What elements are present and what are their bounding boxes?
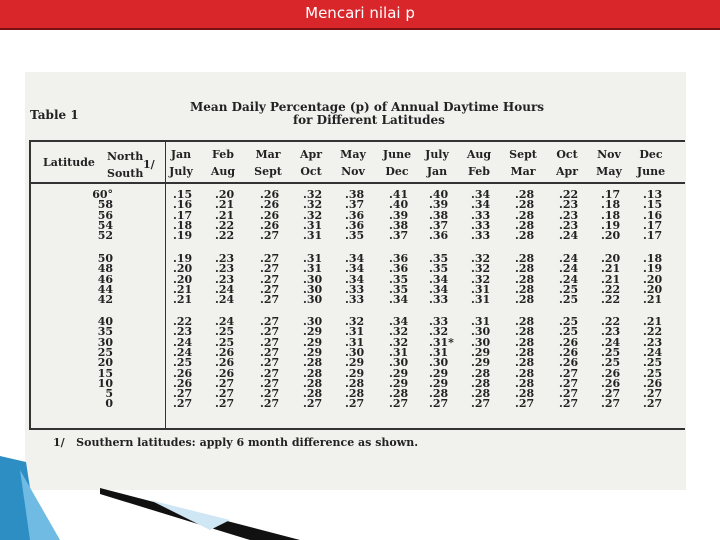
table-cell: .38 xyxy=(429,208,449,222)
table-cell: .30 xyxy=(471,325,491,339)
month-south-july: July xyxy=(169,165,193,178)
table-cell: .25 xyxy=(215,325,235,339)
table-cell: .27 xyxy=(303,397,323,411)
month-south-feb: Feb xyxy=(468,165,490,178)
table-cell: .27 xyxy=(260,397,280,411)
table-cell: .27 xyxy=(515,397,535,411)
table-cell: .28 xyxy=(515,198,535,212)
month-north-may: May xyxy=(340,148,366,161)
table-cell: .26 xyxy=(601,376,621,390)
table-cell: .32 xyxy=(471,252,491,265)
table-cell: .28 xyxy=(515,208,535,222)
table-cell: .30 xyxy=(303,293,323,307)
table-cell: .32 xyxy=(471,272,491,286)
table-cell: .36 xyxy=(345,218,365,232)
table-cell: .32 xyxy=(303,188,323,201)
table-cell: .31 xyxy=(303,262,323,276)
latitude-cell: 10 xyxy=(97,376,113,390)
south-label: South xyxy=(107,167,144,180)
table-cell: .15 xyxy=(173,188,193,201)
table-cell: .31 xyxy=(471,315,491,328)
table-cell: .33 xyxy=(429,293,449,307)
table-cell: .32 xyxy=(429,325,449,339)
table-cell: .34 xyxy=(389,315,409,328)
table-cell: .23 xyxy=(559,198,579,212)
table-cell: .28 xyxy=(515,315,535,328)
table-cell: .25 xyxy=(643,356,663,370)
table-cell: .23 xyxy=(601,325,621,339)
latitude-cell: 44 xyxy=(97,282,113,296)
table-cell: .27 xyxy=(260,272,280,286)
month-north-nov: Nov xyxy=(597,148,621,161)
table-cell: .34 xyxy=(429,282,449,296)
month-north-july: July xyxy=(425,148,449,161)
month-north-mar: Mar xyxy=(255,148,281,161)
table-cell: .16 xyxy=(173,198,193,212)
table-cell: .32 xyxy=(345,315,365,328)
table-cell: .28 xyxy=(515,252,535,265)
table-cell: .18 xyxy=(601,208,621,222)
table-cell: .28 xyxy=(303,356,323,370)
table-cell: .30 xyxy=(471,335,491,349)
table-cell: .22 xyxy=(173,315,193,328)
table-cell: .30 xyxy=(303,282,323,296)
table-cell: .25 xyxy=(559,315,579,328)
table-cell: .26 xyxy=(559,335,579,349)
table-cell: .34 xyxy=(345,262,365,276)
table-cell: .34 xyxy=(471,188,491,201)
table-cell: .24 xyxy=(173,345,193,359)
table-cell: .27 xyxy=(260,229,280,243)
table-cell: .29 xyxy=(345,366,365,380)
footnote-ref: 1/ xyxy=(143,158,155,171)
table-cell: .16 xyxy=(643,208,663,222)
table-cell: .38 xyxy=(389,218,409,232)
table-cell: .38 xyxy=(345,188,365,201)
table-cell: .40 xyxy=(389,198,409,212)
month-north-jan: Jan xyxy=(170,148,192,161)
table-cell: .28 xyxy=(303,387,323,401)
latitude-cell: 35 xyxy=(97,325,113,339)
table-cell: .32 xyxy=(389,335,409,349)
table-cell: .24 xyxy=(559,262,579,276)
table-cell: .27 xyxy=(260,293,280,307)
table-cell: .26 xyxy=(643,376,663,390)
latitude-cell: 20 xyxy=(97,356,113,370)
table-cell: .27 xyxy=(559,376,579,390)
table-cell: .31 xyxy=(303,229,323,243)
table-cell: .25 xyxy=(601,356,621,370)
table-cell: .39 xyxy=(389,208,409,222)
table-cell: .31 xyxy=(303,218,323,232)
table-cell: .32 xyxy=(471,262,491,276)
light-wedge-decoration xyxy=(150,500,230,530)
table-cell: .26 xyxy=(215,356,235,370)
month-north-oct: Oct xyxy=(556,148,578,161)
table-cell: .23 xyxy=(643,335,663,349)
table-cell: .21 xyxy=(643,315,663,328)
table-cell: .24 xyxy=(215,282,235,296)
table-cell: .27 xyxy=(260,376,280,390)
table-cell: .29 xyxy=(429,376,449,390)
month-south-nov: Nov xyxy=(341,165,365,178)
table-cell: .39 xyxy=(429,198,449,212)
table-cell: .26 xyxy=(215,366,235,380)
table-cell: .40 xyxy=(429,188,449,201)
table-cell: .29 xyxy=(389,366,409,380)
table-cell: .27 xyxy=(559,387,579,401)
table-cell: .28 xyxy=(515,188,535,201)
latitude-cell: 48 xyxy=(97,262,113,276)
table-cell: .20 xyxy=(173,272,193,286)
table-cell: .21 xyxy=(643,293,663,307)
latitude-cell: 56 xyxy=(97,208,113,222)
table-cell: .35 xyxy=(345,229,365,243)
table-cell: .35 xyxy=(429,262,449,276)
table-cell: .17 xyxy=(643,229,663,243)
table-cell: .26 xyxy=(260,188,280,201)
table-cell: .27 xyxy=(260,252,280,265)
table-cell: .29 xyxy=(303,345,323,359)
table-cell: .28 xyxy=(471,366,491,380)
table-cell: .25 xyxy=(173,356,193,370)
table-cell: .21 xyxy=(601,262,621,276)
table-cell: .33 xyxy=(345,293,365,307)
table-cell: .32 xyxy=(303,208,323,222)
table-cell: .26 xyxy=(260,208,280,222)
table-cell: .25 xyxy=(215,335,235,349)
latitude-cell: 42 xyxy=(97,293,113,307)
table-cell: .31 xyxy=(429,345,449,359)
table-cell: .31 xyxy=(303,252,323,265)
table-cell: .29 xyxy=(471,345,491,359)
latitude-cell: 30 xyxy=(97,335,113,349)
table-cell: .18 xyxy=(173,218,193,232)
latitude-cell: 5 xyxy=(105,387,113,401)
table-cell: .18 xyxy=(643,252,663,265)
table-cell: .28 xyxy=(515,366,535,380)
table-cell: .27 xyxy=(260,356,280,370)
table-cell: .24 xyxy=(215,293,235,307)
month-south-jan: Jan xyxy=(426,165,448,178)
latitude-cell: 0 xyxy=(105,397,113,411)
month-north-aug: Aug xyxy=(466,148,492,161)
table-cell: .33 xyxy=(471,208,491,222)
table-cell: .27 xyxy=(471,397,491,411)
table-cell: .17 xyxy=(601,188,621,201)
table-cell: .26 xyxy=(215,345,235,359)
table-cell: .29 xyxy=(389,376,409,390)
table-cell: .20 xyxy=(601,252,621,265)
table-cell: .21 xyxy=(173,282,193,296)
table-cell: .37 xyxy=(389,229,409,243)
table-cell: .31* xyxy=(429,335,454,349)
table-cell: .34 xyxy=(345,252,365,265)
table-cell: .23 xyxy=(173,325,193,339)
table-cell: .31 xyxy=(471,293,491,307)
table-cell: .30 xyxy=(389,356,409,370)
table-cell: .28 xyxy=(429,387,449,401)
month-north-apr: Apr xyxy=(299,148,323,161)
month-south-oct: Oct xyxy=(300,165,322,178)
table-cell: .34 xyxy=(471,198,491,212)
table-cell: .24 xyxy=(559,252,579,265)
table-cell: .33 xyxy=(429,315,449,328)
table-cell: .27 xyxy=(260,366,280,380)
table-cell: .29 xyxy=(345,356,365,370)
latitude-cell: 25 xyxy=(97,345,113,359)
table-cell: .35 xyxy=(389,282,409,296)
table-cell: .23 xyxy=(215,252,235,265)
table-cell: .37 xyxy=(429,218,449,232)
table-cell: .34 xyxy=(345,272,365,286)
latitude-cell: 50 xyxy=(97,252,113,265)
north-label: North xyxy=(107,150,144,163)
month-south-aug: Aug xyxy=(210,165,236,178)
table-cell: .28 xyxy=(515,218,535,232)
table-cell: .28 xyxy=(515,387,535,401)
table-cell: .22 xyxy=(601,315,621,328)
table-cell: .21 xyxy=(601,272,621,286)
table-cell: .28 xyxy=(515,356,535,370)
month-north-june: June xyxy=(382,148,412,161)
table-cell: .30 xyxy=(303,315,323,328)
table-cell: .20 xyxy=(215,188,235,201)
table-cell: .19 xyxy=(173,252,193,265)
table-cell: .28 xyxy=(471,376,491,390)
month-south-may: May xyxy=(596,165,622,178)
table-cell: .28 xyxy=(345,387,365,401)
table-cell: .19 xyxy=(643,262,663,276)
table-cell: .21 xyxy=(215,198,235,212)
table-cell: .21 xyxy=(173,293,193,307)
latitude-cell: 15 xyxy=(97,366,113,380)
table-cell: .17 xyxy=(643,218,663,232)
table-cell: .28 xyxy=(515,229,535,243)
table-cell: .34 xyxy=(389,293,409,307)
table-cell: .30 xyxy=(345,345,365,359)
footnote-text: Southern latitudes: apply 6 month difference as shown. xyxy=(76,436,419,449)
table-cell: .28 xyxy=(515,282,535,296)
table-cell: .27 xyxy=(260,282,280,296)
table-cell: .25 xyxy=(559,282,579,296)
table-cell: .28 xyxy=(303,366,323,380)
table-cell: .28 xyxy=(471,387,491,401)
table-cell: .24 xyxy=(559,229,579,243)
table-cell: .27 xyxy=(215,397,235,411)
table-cell: .29 xyxy=(303,325,323,339)
table-cell: .26 xyxy=(559,345,579,359)
table-cell: .36 xyxy=(345,208,365,222)
table-cell: .22 xyxy=(559,188,579,201)
table-cell: .27 xyxy=(260,345,280,359)
table-cell: .24 xyxy=(215,315,235,328)
table-cell: .28 xyxy=(515,272,535,286)
latitude-cell: 54 xyxy=(97,218,113,232)
latitude-header: Latitude xyxy=(43,156,95,169)
table-cell: .27 xyxy=(260,335,280,349)
footnote-marker: 1/ xyxy=(53,436,65,449)
table-cell: .29 xyxy=(429,366,449,380)
table-cell: .27 xyxy=(215,376,235,390)
table-cell: .28 xyxy=(515,293,535,307)
table-cell: .31 xyxy=(345,335,365,349)
table-cell: .28 xyxy=(515,335,535,349)
latitude-cell: 40 xyxy=(97,315,113,328)
table-subheading: for Different Latitudes xyxy=(293,113,445,127)
table-cell: .25 xyxy=(559,325,579,339)
table-cell: .35 xyxy=(429,252,449,265)
table-cell: .36 xyxy=(389,262,409,276)
table-cell: .22 xyxy=(643,325,663,339)
month-north-dec: Dec xyxy=(639,148,663,161)
table-cell: .27 xyxy=(260,325,280,339)
month-north-sept: Sept xyxy=(509,148,537,161)
table-cell: .19 xyxy=(173,229,193,243)
table-cell: .28 xyxy=(303,376,323,390)
table-cell: .20 xyxy=(643,272,663,286)
table-cell: .27 xyxy=(643,387,663,401)
table-cell: .15 xyxy=(643,198,663,212)
table-cell: .30 xyxy=(303,272,323,286)
month-south-june: June xyxy=(636,165,666,178)
table-cell: .31 xyxy=(389,345,409,359)
table-cell: .30 xyxy=(429,356,449,370)
table-cell: .26 xyxy=(173,376,193,390)
table-cell: .32 xyxy=(303,198,323,212)
table-heading: Mean Daily Percentage (p) of Annual Daytime Hours xyxy=(190,100,545,114)
table-cell: .28 xyxy=(515,376,535,390)
table-cell: .27 xyxy=(643,397,663,411)
table-cell: .28 xyxy=(515,325,535,339)
table-cell: .36 xyxy=(389,252,409,265)
table-cell: .31 xyxy=(345,325,365,339)
table-cell: .23 xyxy=(559,208,579,222)
table-cell: .13 xyxy=(643,188,663,201)
table-cell: .37 xyxy=(345,198,365,212)
table-cell: .26 xyxy=(173,366,193,380)
table-cell: .28 xyxy=(515,345,535,359)
table-cell: .25 xyxy=(601,345,621,359)
table-cell: .35 xyxy=(389,272,409,286)
table-cell: .26 xyxy=(260,218,280,232)
table-cell: .27 xyxy=(559,366,579,380)
table-cell: .19 xyxy=(601,218,621,232)
table-cell: .24 xyxy=(173,335,193,349)
table-cell: .22 xyxy=(215,229,235,243)
table-cell: .33 xyxy=(471,218,491,232)
table-cell: .20 xyxy=(643,282,663,296)
table-cell: .27 xyxy=(601,397,621,411)
table-cell: .22 xyxy=(215,218,235,232)
table-cell: .20 xyxy=(173,262,193,276)
table-cell: .27 xyxy=(260,262,280,276)
table-cell: .23 xyxy=(215,262,235,276)
table-cell: .27 xyxy=(601,387,621,401)
month-south-apr: Apr xyxy=(555,165,579,178)
table-cell: .26 xyxy=(601,366,621,380)
table-cell: .22 xyxy=(601,282,621,296)
table-cell: .34 xyxy=(429,272,449,286)
latitude-cell: 60° xyxy=(92,188,113,201)
table-cell: .29 xyxy=(471,356,491,370)
table-cell: .27 xyxy=(173,397,193,411)
table-cell: .21 xyxy=(215,208,235,222)
table-cell: .25 xyxy=(643,366,663,380)
table-cell: .24 xyxy=(559,272,579,286)
table-cell: .25 xyxy=(559,293,579,307)
table-cell: .27 xyxy=(260,315,280,328)
table-cell: .27 xyxy=(389,397,409,411)
table-cell: .36 xyxy=(429,229,449,243)
table-cell: .28 xyxy=(389,387,409,401)
table-cell: .28 xyxy=(345,376,365,390)
month-south-dec: Dec xyxy=(385,165,409,178)
table-cell: .27 xyxy=(215,387,235,401)
table-cell: .23 xyxy=(559,218,579,232)
month-south-mar: Mar xyxy=(510,165,536,178)
table-cell: .32 xyxy=(389,325,409,339)
table-cell: .26 xyxy=(260,198,280,212)
table-label: Table 1 xyxy=(30,108,79,122)
table-cell: .27 xyxy=(260,387,280,401)
table-cell: .31 xyxy=(471,282,491,296)
latitude-cell: 58 xyxy=(97,198,113,212)
table-cell: .23 xyxy=(215,272,235,286)
table-cell: .27 xyxy=(173,387,193,401)
table-cell: .22 xyxy=(601,293,621,307)
slide-title: Mencari nilai p xyxy=(305,4,415,22)
table-cell: .27 xyxy=(429,397,449,411)
table-cell: .41 xyxy=(389,188,409,201)
latitude-cell: 52 xyxy=(97,229,113,243)
table-cell: .33 xyxy=(345,282,365,296)
table-cell: .18 xyxy=(601,198,621,212)
table-cell: .24 xyxy=(601,335,621,349)
table-cell: .27 xyxy=(559,397,579,411)
latitude-cell: 46 xyxy=(97,272,113,286)
table-cell: .20 xyxy=(601,229,621,243)
table-cell: .17 xyxy=(173,208,193,222)
month-south-sept: Sept xyxy=(254,165,282,178)
table-cell: .26 xyxy=(559,356,579,370)
table-cell: .33 xyxy=(471,229,491,243)
table-cell: .29 xyxy=(303,335,323,349)
month-north-feb: Feb xyxy=(212,148,234,161)
table-cell: .28 xyxy=(515,262,535,276)
table-cell: .27 xyxy=(345,397,365,411)
table-cell: .24 xyxy=(643,345,663,359)
